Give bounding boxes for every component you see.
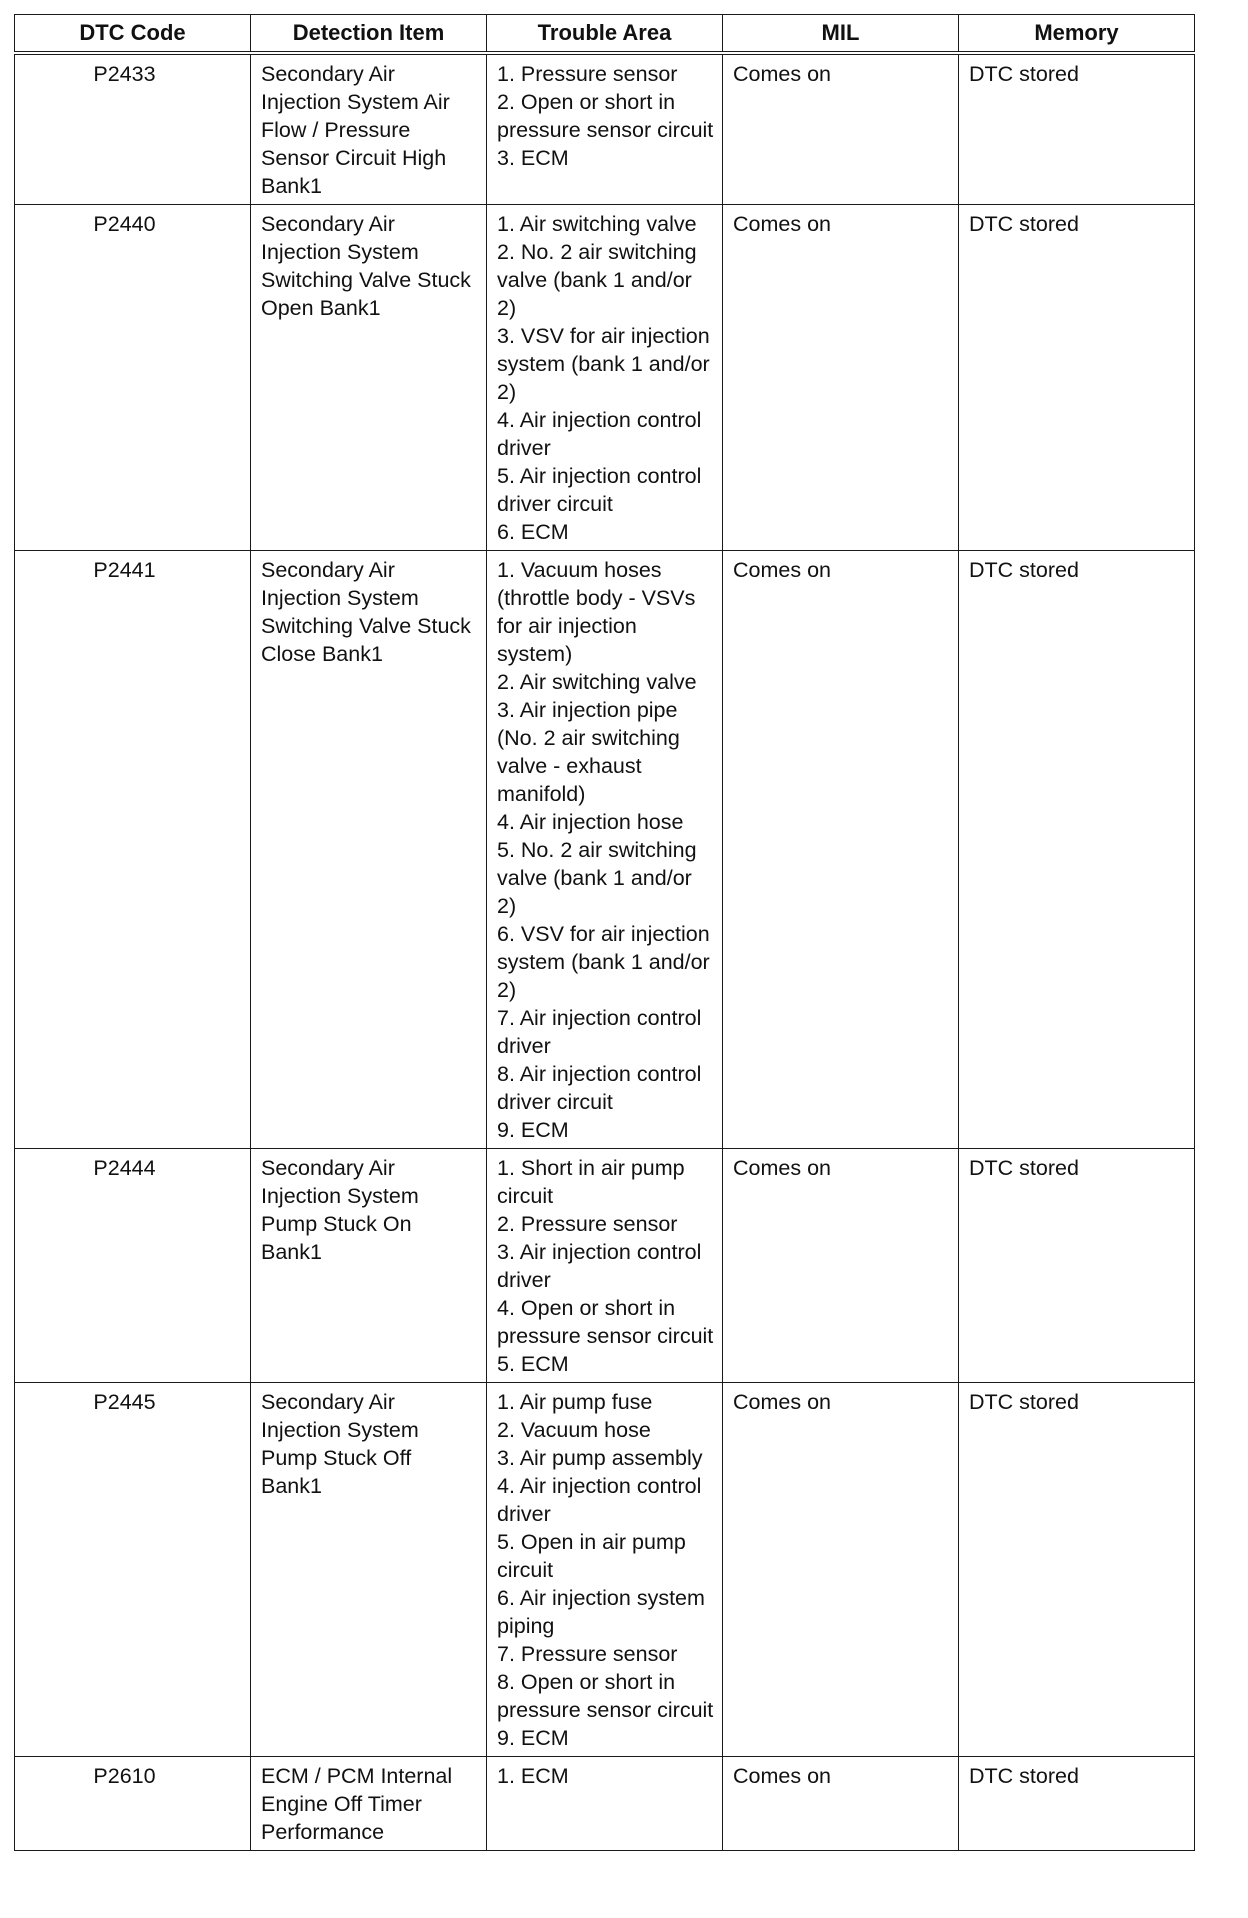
mil-cell: Comes on bbox=[723, 1383, 959, 1757]
trouble-area-item: 3. Air injection pipe (No. 2 air switching valve - exhaust manifold) bbox=[497, 698, 680, 806]
trouble-area-item: 3. Air pump assembly bbox=[497, 1446, 703, 1470]
trouble-area-item: 4. Air injection hose bbox=[497, 810, 684, 834]
table-body bbox=[15, 53, 1195, 1851]
trouble-area-item: 8. Air injection control driver circuit bbox=[497, 1062, 702, 1114]
trouble-area-cell bbox=[487, 1149, 723, 1383]
dtc-code-cell: P2445 bbox=[15, 1383, 251, 1757]
dtc-code-cell: P2433 bbox=[15, 53, 251, 205]
detection-item-cell: Secondary Air Injection System Switching Valve Stuck Close Bank1 bbox=[251, 551, 487, 1149]
memory-cell: DTC stored bbox=[959, 53, 1195, 205]
trouble-area-item: 2. Air switching valve bbox=[497, 670, 697, 694]
trouble-area-item: 1. Pressure sensor bbox=[497, 62, 678, 86]
trouble-area-item: 2. No. 2 air switching valve (bank 1 and/or 2) bbox=[497, 240, 697, 320]
memory-cell: DTC stored bbox=[959, 1149, 1195, 1383]
trouble-area-item: 3. ECM bbox=[497, 146, 569, 170]
memory-cell: DTC stored bbox=[959, 205, 1195, 551]
trouble-area-item: 4. Air injection control driver bbox=[497, 408, 702, 460]
header-mil: MIL bbox=[723, 15, 959, 54]
table-row bbox=[15, 53, 1195, 205]
table-row bbox=[15, 1149, 1195, 1383]
header-dtc-code: DTC Code bbox=[15, 15, 251, 54]
mil-cell: Comes on bbox=[723, 205, 959, 551]
trouble-area-item: 4. Air injection control driver bbox=[497, 1474, 702, 1526]
trouble-area-item: 1. Air switching valve bbox=[497, 212, 697, 236]
trouble-area-item: 4. Open or short in pressure sensor circuit bbox=[497, 1296, 714, 1348]
table-row bbox=[15, 1757, 1195, 1851]
trouble-area-item: 5. ECM bbox=[497, 1352, 569, 1376]
dtc-table-container bbox=[14, 14, 1194, 1851]
header-memory: Memory bbox=[959, 15, 1195, 54]
trouble-area-item: 9. ECM bbox=[497, 1118, 569, 1142]
trouble-area-item: 2. Vacuum hose bbox=[497, 1418, 651, 1442]
trouble-area-item: 1. Air pump fuse bbox=[497, 1390, 653, 1414]
memory-cell: DTC stored bbox=[959, 1383, 1195, 1757]
mil-cell: Comes on bbox=[723, 551, 959, 1149]
detection-item-cell: Secondary Air Injection System Air Flow / Pressure Sensor Circuit High Bank1 bbox=[251, 53, 487, 205]
trouble-area-item: 1. ECM bbox=[497, 1764, 569, 1788]
memory-cell: DTC stored bbox=[959, 551, 1195, 1149]
mil-cell: Comes on bbox=[723, 53, 959, 205]
trouble-area-cell bbox=[487, 1383, 723, 1757]
trouble-area-item: 5. Open in air pump circuit bbox=[497, 1530, 686, 1582]
trouble-area-cell bbox=[487, 53, 723, 205]
trouble-area-cell bbox=[487, 205, 723, 551]
table-header-row bbox=[15, 15, 1195, 54]
trouble-area-item: 6. ECM bbox=[497, 520, 569, 544]
trouble-area-item: 2. Pressure sensor bbox=[497, 1212, 678, 1236]
memory-cell: DTC stored bbox=[959, 1757, 1195, 1851]
trouble-area-item: 3. Air injection control driver bbox=[497, 1240, 702, 1292]
mil-cell: Comes on bbox=[723, 1757, 959, 1851]
detection-item-cell: Secondary Air Injection System Pump Stuck On Bank1 bbox=[251, 1149, 487, 1383]
trouble-area-cell bbox=[487, 551, 723, 1149]
dtc-code-cell: P2440 bbox=[15, 205, 251, 551]
dtc-code-cell: P2441 bbox=[15, 551, 251, 1149]
dtc-code-cell: P2610 bbox=[15, 1757, 251, 1851]
detection-item-cell: Secondary Air Injection System Pump Stuck Off Bank1 bbox=[251, 1383, 487, 1757]
header-trouble-area: Trouble Area bbox=[487, 15, 723, 54]
dtc-table bbox=[14, 14, 1195, 1851]
trouble-area-item: 9. ECM bbox=[497, 1726, 569, 1750]
trouble-area-item: 7. Air injection control driver bbox=[497, 1006, 702, 1058]
trouble-area-cell bbox=[487, 1757, 723, 1851]
detection-item-cell: Secondary Air Injection System Switching Valve Stuck Open Bank1 bbox=[251, 205, 487, 551]
trouble-area-item: 8. Open or short in pressure sensor circuit bbox=[497, 1670, 714, 1722]
trouble-area-item: 5. Air injection control driver circuit bbox=[497, 464, 702, 516]
trouble-area-item: 5. No. 2 air switching valve (bank 1 and/or 2) bbox=[497, 838, 697, 918]
table-row bbox=[15, 551, 1195, 1149]
table-row bbox=[15, 1383, 1195, 1757]
table-row bbox=[15, 205, 1195, 551]
trouble-area-item: 2. Open or short in pressure sensor circuit bbox=[497, 90, 714, 142]
trouble-area-item: 1. Vacuum hoses (throttle body - VSVs for air injection system) bbox=[497, 558, 696, 666]
header-detection-item: Detection Item bbox=[251, 15, 487, 54]
dtc-code-cell: P2444 bbox=[15, 1149, 251, 1383]
trouble-area-item: 1. Short in air pump circuit bbox=[497, 1156, 685, 1208]
detection-item-cell: ECM / PCM Internal Engine Off Timer Performance bbox=[251, 1757, 487, 1851]
trouble-area-item: 7. Pressure sensor bbox=[497, 1642, 678, 1666]
mil-cell: Comes on bbox=[723, 1149, 959, 1383]
trouble-area-item: 6. Air injection system piping bbox=[497, 1586, 705, 1638]
trouble-area-item: 6. VSV for air injection system (bank 1 and/or 2) bbox=[497, 922, 710, 1002]
trouble-area-item: 3. VSV for air injection system (bank 1 and/or 2) bbox=[497, 324, 710, 404]
